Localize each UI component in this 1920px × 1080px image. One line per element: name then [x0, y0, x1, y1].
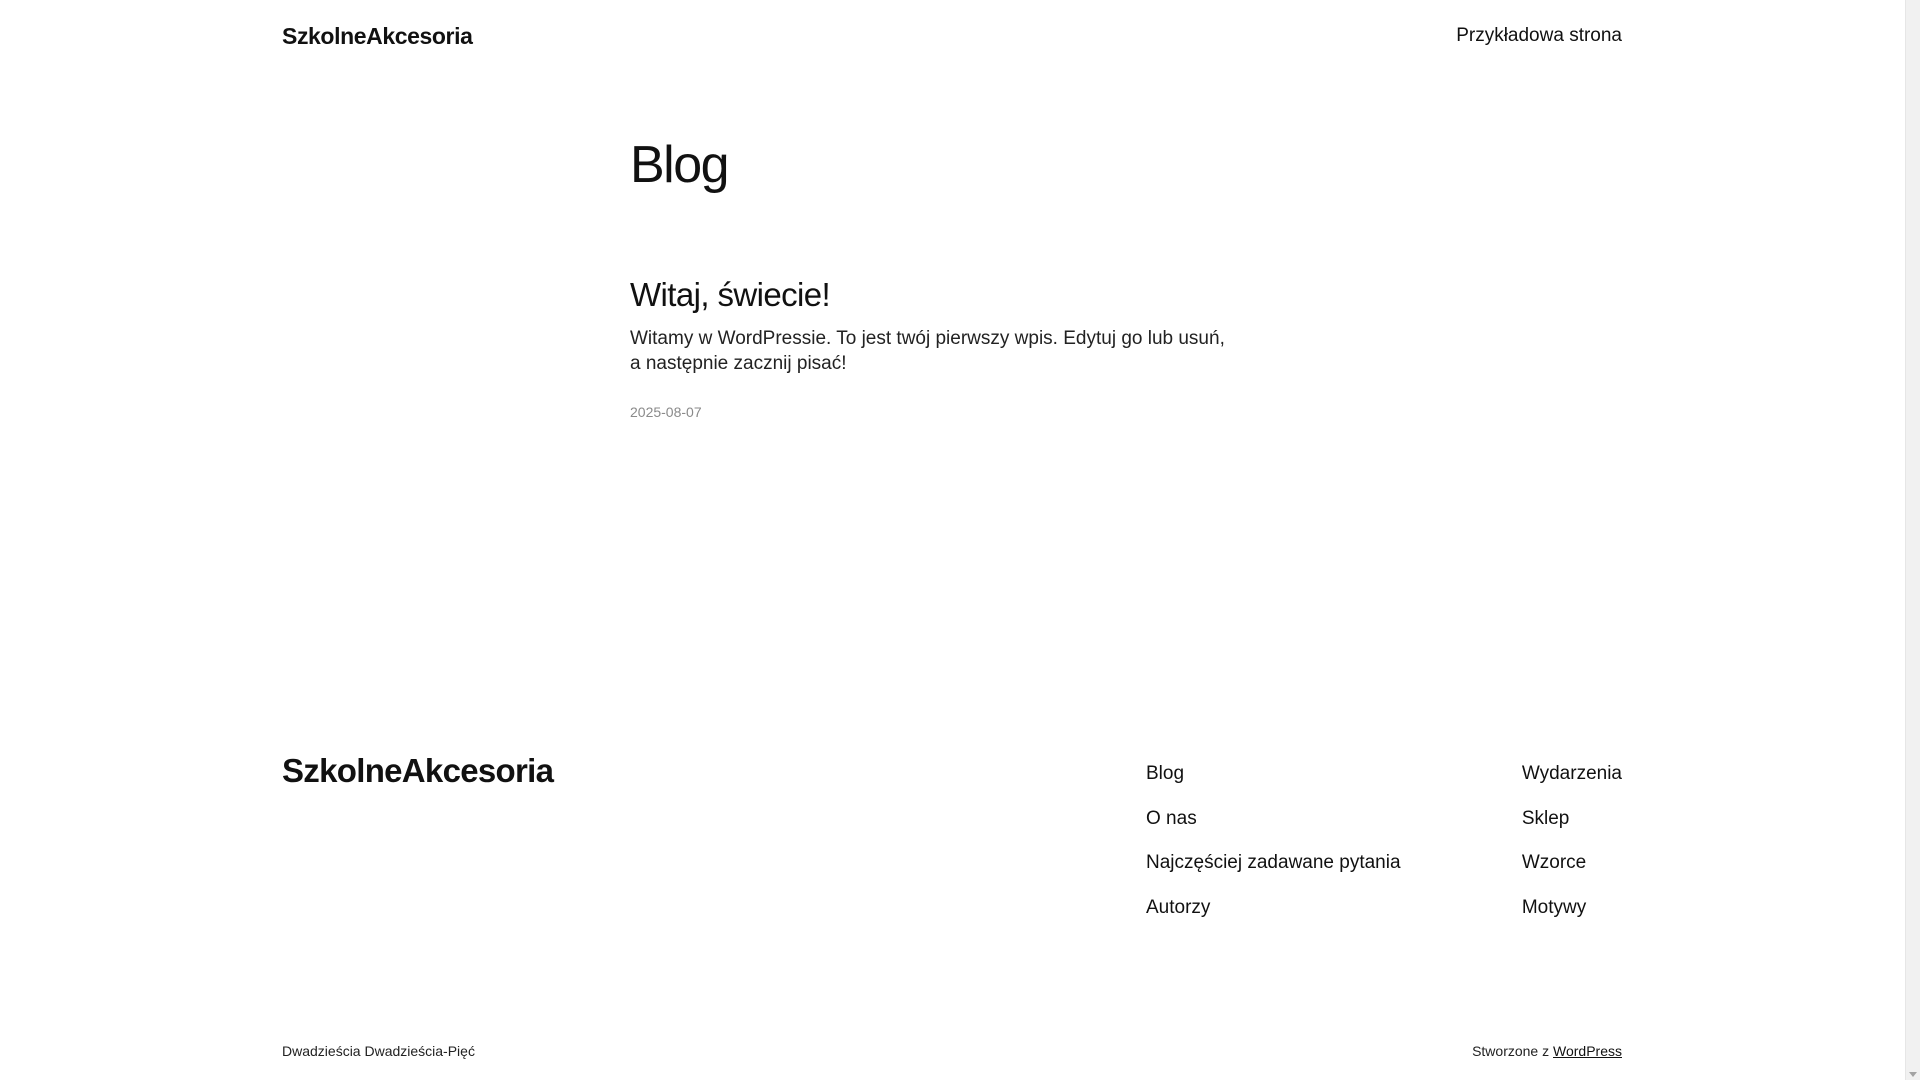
footer-link-blog[interactable]: Blog [1146, 763, 1185, 784]
main-content [630, 130, 1230, 420]
powered-by-prefix: Stworzone z [1472, 1043, 1550, 1059]
footer-link-events[interactable]: Wydarzenia [1521, 763, 1622, 784]
footer-bottom [282, 1043, 1622, 1059]
footer-nav-col1 [1146, 752, 1401, 930]
vertical-scrollbar[interactable] [1905, 0, 1920, 1080]
header-nav-sample-page[interactable]: Przykładowa strona [1456, 25, 1622, 46]
footer-site-title[interactable]: SzkolneAkcesoria [282, 752, 554, 789]
wordpress-link[interactable]: WordPress [1553, 1043, 1622, 1059]
footer-link-patterns[interactable]: Wzorce [1521, 852, 1587, 873]
footer-link-shop[interactable]: Sklep [1521, 807, 1570, 829]
footer-link-about[interactable]: O nas [1146, 807, 1197, 829]
theme-credit: Dwadzieścia Dwadzieścia-Pięć [282, 1043, 475, 1059]
page-title: Blog [630, 136, 729, 194]
site-header [282, 16, 1622, 56]
post-date[interactable]: 2025-08-07 [630, 404, 702, 420]
footer-link-authors[interactable]: Autorzy [1146, 896, 1211, 918]
footer-nav-col2 [1522, 752, 1622, 930]
footer-link-themes[interactable]: Motywy [1521, 896, 1587, 918]
post-title [630, 272, 1230, 318]
post-title-link[interactable]: Witaj, świecie! [630, 276, 831, 313]
footer-link-faq[interactable]: Najczęściej zadawane pytania [1146, 852, 1401, 873]
post-excerpt: Witamy w WordPressie. To jest twój pierwszy wpis. Edytuj go lub usuń, a następnie zacznij pisać! [630, 328, 1225, 374]
powered-by [1472, 1043, 1622, 1059]
site-title-link[interactable]: SzkolneAkcesoria [282, 22, 473, 49]
post-item [630, 272, 1230, 420]
scroll-down-arrow-icon[interactable] [1909, 1072, 1917, 1077]
